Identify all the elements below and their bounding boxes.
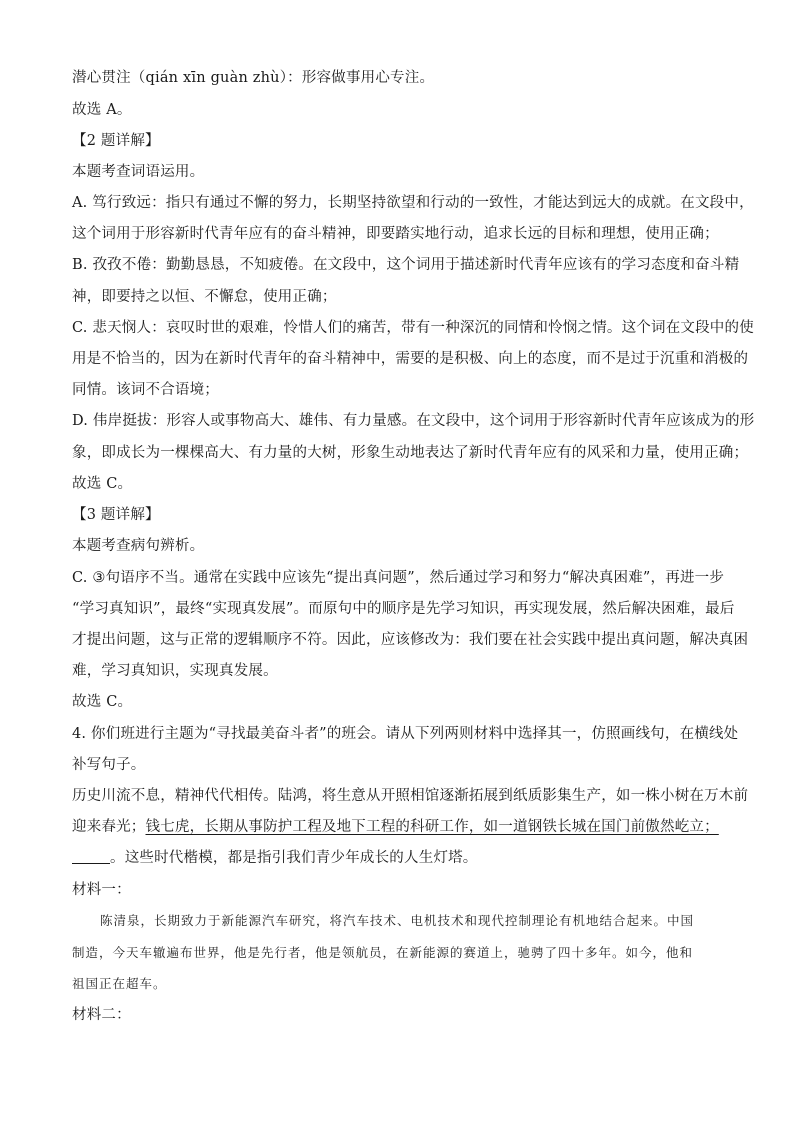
- text-line: 这个词用于形容新时代青年应有的奋斗精神，即要踏实地行动，追求长远的目标和理想，使用正确；: [72, 226, 719, 242]
- text-line: 难，学习真知识，实现真发展。: [72, 663, 278, 679]
- text-line: 本题考查词语运用。: [72, 164, 205, 180]
- text-line: D. 伟岸挺拔：形容人或事物高大、雄伟、有力量感。在文段中，这个词用于形容新时代青年应该成为的形: [72, 413, 755, 429]
- material-line: 制造，今天车辙遍布世界，他是先行者，他是领航员，在新能源的赛道上，驰骋了四十多年。如今，他和: [72, 945, 694, 960]
- passage-line: 历史川流不息，精神代代相传。陆鸿，将生意从开照相馆逐渐拓展到纸质影集生产，如一株小树在万木前: [72, 788, 749, 804]
- passage-line: [72, 815, 722, 836]
- question-text: 4. 你们班进行主题为“寻找最美奋斗者”的班会。请从下列两则材料中选择其一，仿照画线句，在横线处: [72, 726, 739, 742]
- material-line: 陈清泉，长期致力于新能源汽车研究，将汽车技术、电机技术和现代控制理论有机地结合起来。中国: [100, 913, 695, 928]
- fill-in-blank: [72, 849, 110, 864]
- text-line: 用是不恰当的，因为在新时代青年的奋斗精神中，需要的是积极、向上的态度，而不是过于沉重和消极的: [72, 351, 749, 367]
- text-line: C. ③句语序不当。通常在实践中应该先“提出真问题”，然后通过学习和努力“解决真困难”，再进一步: [72, 570, 725, 586]
- text-line: A. 笃行致远：指只有通过不懈的努力，长期坚持欲望和行动的一致性，才能达到远大的成就。在文段中，: [72, 195, 754, 211]
- text-line: B. 孜孜不倦：勤勤恳恳，不知疲倦。在文段中，这个词用于描述新时代青年应该有的学习态度和奋斗精: [72, 257, 740, 273]
- material-label: 材料二：: [72, 1007, 131, 1023]
- text-line: 神，即要持之以恒、不懈怠，使用正确；: [72, 289, 337, 305]
- material-line: 祖国正在超车。: [72, 976, 167, 991]
- text-line: “学习真知识”，最终“实现真发展”。而原句中的顺序是先学习知识，再实现发展，然后解决困难，最后: [72, 601, 735, 617]
- text-line: 故选 C。: [72, 694, 133, 710]
- passage-text: 迎来春光；: [72, 819, 146, 835]
- text-line: 故选 C。: [72, 476, 133, 492]
- text-line: 象，即成长为一棵棵高大、有力量的大树，形象生动地表达了新时代青年应有的风采和力量，使用正确；: [72, 445, 749, 461]
- material-label: 材料一：: [72, 882, 131, 898]
- text-line: 同情。该词不合语境；: [72, 382, 219, 398]
- text-line: C. 悲天悯人：哀叹时世的艰难，怜惜人们的痛苦，带有一种深沉的同情和怜悯之情。这个词在文段中的使: [72, 320, 754, 336]
- passage-text: 。这些时代楷模，都是指引我们青少年成长的人生灯塔。: [110, 850, 478, 866]
- text-line: 本题考查病句辨析。: [72, 538, 205, 554]
- section-heading: 【2 题详解】: [72, 133, 160, 149]
- text-line: 才提出问题，这与正常的逻辑顺序不符。因此，应该修改为：我们要在社会实践中提出真问题，解决真困: [72, 632, 749, 648]
- underlined-sentence: 钱七虎，长期从事防护工程及地下工程的科研工作，如一道钢铁长城在国门前傲然屹立；: [145, 819, 719, 835]
- section-heading: 【3 题详解】: [72, 507, 160, 523]
- passage-line: [72, 846, 722, 867]
- text-line: 潜心贯注（qián xīn guàn zhù）：形容做事用心专注。: [72, 70, 435, 86]
- question-text: 补写句子。: [72, 757, 146, 773]
- text-line: 故选 A。: [72, 102, 132, 118]
